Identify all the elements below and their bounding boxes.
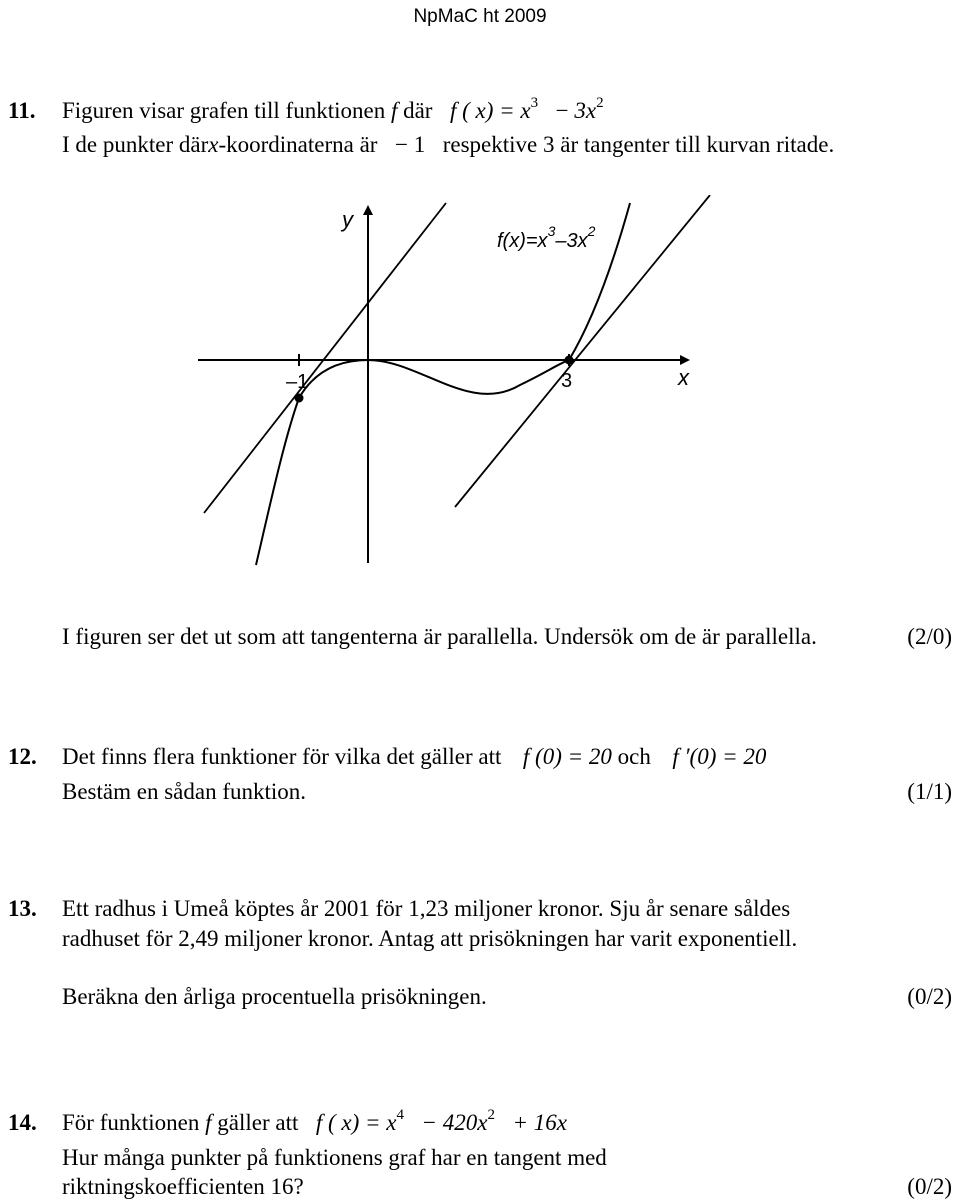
q11-formula-exp3: 3 (530, 95, 539, 111)
q11-line2-a: I de punkter där (62, 132, 209, 157)
q11-formula-exp2: 2 (596, 95, 604, 111)
q11-line2-c: respektive 3 är tangenter till kurvan ritade. (442, 132, 835, 157)
q14-formula-term3: + 16x (512, 1110, 567, 1135)
question-13-line-3: Beräkna den årliga procentuella prisökningen. (62, 984, 487, 1009)
q11-dar: där (403, 98, 433, 123)
function-curve (256, 203, 630, 565)
q12-och: och (617, 744, 651, 769)
q12-intro-text: Det finns flera funktioner för vilka det gäller att (62, 744, 502, 769)
q11-line2-neg1: − 1 (394, 132, 426, 157)
q14-formula-term2: − 420x (421, 1110, 488, 1135)
function-label-b: –3x (555, 230, 588, 252)
question-12-points: (1/1) (907, 779, 952, 804)
q14-intro-text: För funktionen (62, 1110, 200, 1135)
question-14-line-1 (62, 1107, 567, 1136)
q14-formula-exp2: 2 (487, 1107, 495, 1123)
function-label (497, 223, 596, 252)
tangent-line-at-neg1 (204, 203, 446, 513)
q11-formula-3x: 3x (574, 98, 597, 123)
tick-label-3: 3 (561, 370, 573, 392)
question-12-line-1 (62, 744, 766, 770)
q11-formula-x: x (520, 98, 531, 123)
function-label-a: f(x)=x (497, 230, 548, 252)
question-11-points: (2/0) (907, 624, 952, 649)
question-14-line-2: Hur många punkter på funktionens graf har en tangent med (62, 1145, 607, 1170)
question-14-line-3: riktningskoefficienten 16? (62, 1174, 304, 1199)
question-13-line-2: radhuset för 2,49 miljoner kronor. Antag att prisökningen har varit exponentiell. (62, 926, 798, 951)
q14-formula-x: x (386, 1110, 397, 1135)
q14-formula-exp4: 4 (396, 1107, 405, 1123)
question-11-line-2 (62, 132, 834, 158)
question-12-line-2: Bestäm en sådan funktion. (62, 779, 307, 804)
y-axis-label: y (342, 207, 353, 232)
q11-line2-x: x (208, 132, 219, 157)
q11-formula-lhs: f ( x) = (449, 98, 515, 123)
x-axis-label: x (678, 365, 689, 390)
question-12-number: 12. (8, 744, 37, 769)
point-at-3 (565, 356, 574, 365)
question-11-line-3: I figuren ser det ut som att tangenterna är parallella. Undersök om de är parallella. (62, 624, 817, 649)
question-13-points: (0/2) (907, 984, 952, 1009)
q14-formula-lhs: f ( x) = (315, 1110, 381, 1135)
q11-intro-text: Figuren visar grafen till funktionen (62, 98, 386, 123)
question-14-number: 14. (8, 1110, 37, 1135)
function-label-exp2: 2 (587, 223, 596, 239)
page-header: NpMaC ht 2009 (413, 6, 547, 27)
question-13-number: 13. (8, 896, 37, 921)
q11-line2-b: -koordinaterna är (218, 132, 378, 157)
question-14-points: (0/2) (907, 1174, 952, 1199)
q14-mid-text: gäller att (217, 1110, 299, 1135)
question-13-line-1: Ett radhus i Umeå köptes år 2001 för 1,23 miljoner kronor. Sju år senare såldes (62, 896, 791, 921)
question-11-line-1 (62, 95, 604, 124)
q11-formula-minus: − (555, 98, 569, 123)
q12-formula-2: f ′(0) = 20 (672, 744, 767, 769)
q11-function-name: f (390, 98, 398, 123)
tick-label-neg1: –1 (286, 371, 309, 393)
point-at-neg1 (295, 394, 304, 403)
function-label-exp3: 3 (547, 223, 556, 239)
question-11-number: 11. (8, 98, 36, 123)
q14-function-name: f (205, 1110, 212, 1135)
q12-formula-1: f (0) = 20 (522, 744, 612, 769)
function-graph-figure (0, 195, 960, 615)
